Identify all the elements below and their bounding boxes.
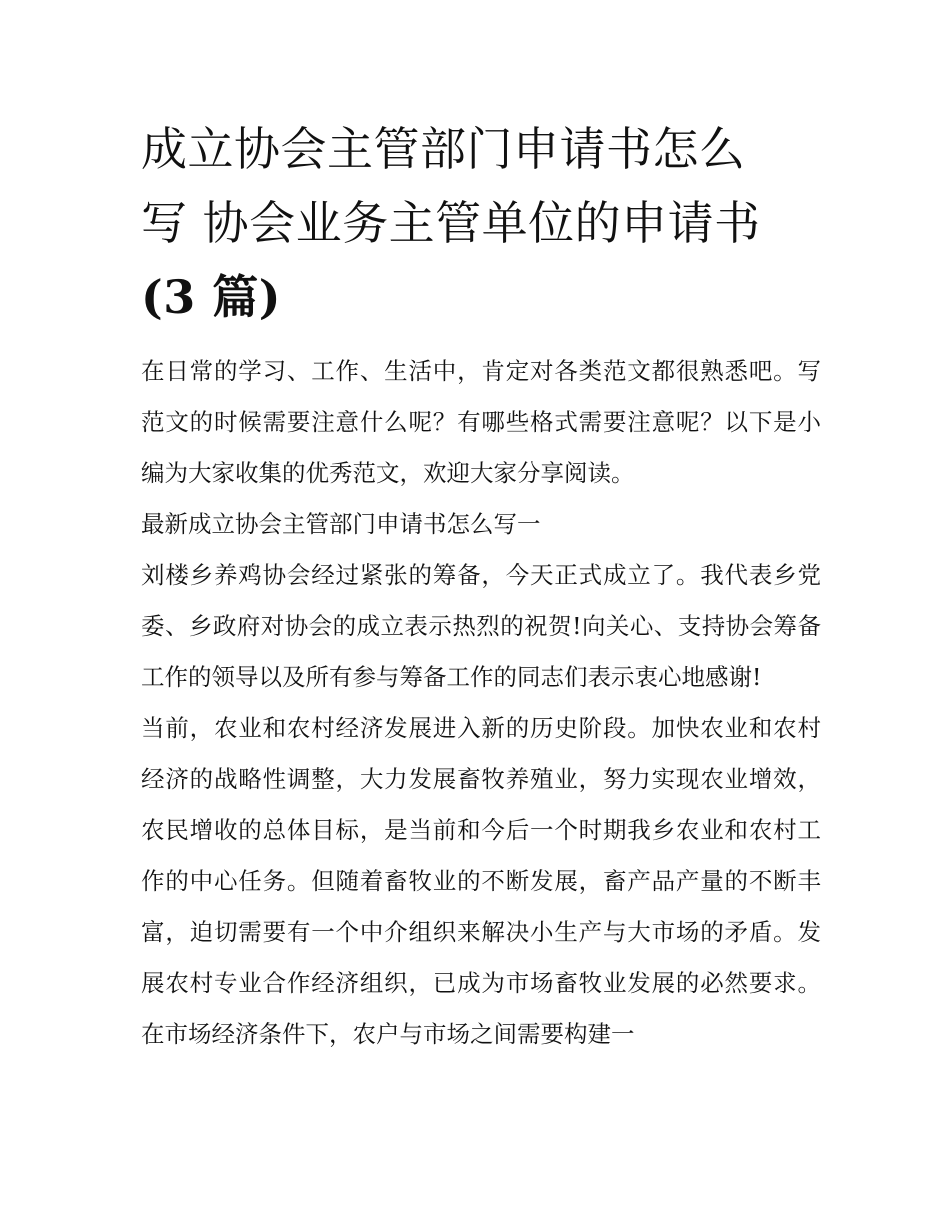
document-content [141, 112, 821, 1060]
title-line-2: 写 协会业务主管单位的申请书 [141, 196, 761, 250]
section-heading: 最新成立协会主管部门申请书怎么写一 [141, 510, 541, 538]
body-paragraph-1: 刘楼乡养鸡协会经过紧张的筹备，今天正式成立了。我代表乡党委、乡政府对协会的成立表示热烈的祝贺!向关心、支持协会筹备工作的领导以及所有参与筹备工作的同志们表示衷心地感谢! [141, 561, 821, 691]
title-line-3: (3 篇) [141, 270, 282, 324]
document-title [141, 112, 821, 334]
body-paragraph-2: 当前，农业和农村经济发展进入新的历史阶段。加快农业和农村经济的战略性调整，大力发展畜牧养殖业，努力实现农业增效，农民增收的总体目标，是当前和今后一个时期我乡农业和农村工作的中心任务。但随着畜牧业的不断发展，畜产品产量的不断丰富，迫切需要有一个中介组织来解决小生产与大市场的矛盾。发展农村专业合作经济组织，已成为市场畜牧业发展的必然要求。在市场经济条件下，农户与市场之间需要构建一 [141, 714, 821, 1048]
title-line-1: 成立协会主管部门申请书怎么 [141, 122, 746, 176]
intro-paragraph: 在日常的学习、工作、生活中，肯定对各类范文都很熟悉吧。写范文的时候需要注意什么呢？有哪些格式需要注意呢？以下是小编为大家收集的优秀范文，欢迎大家分享阅读。 [141, 357, 821, 487]
